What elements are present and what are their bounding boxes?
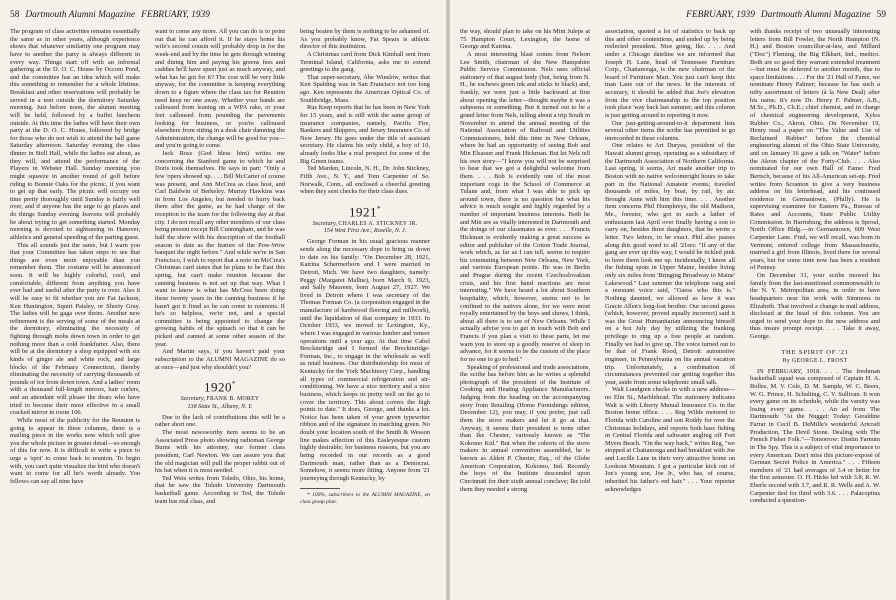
secretary-name: FRANK B. MOREY [206, 396, 260, 403]
left-column-1 [10, 28, 140, 594]
paragraph: Walt Lundgren checks in with a new address—no Elm St., Marblehead. The stationery indicates Walt is with Liberty Mutual Insurance Co. in the Boston home office. . . . Reg Wilde motored to Florida with Caroline and son Roddy for over the Christmas holidays, and reports both bass fishing in Central Florida and saltwater angling off Fort Myers Beach. "On the way back," writes Reg, "we stopped at Chattanooga and had breakfast with Joe and Lucille Lane in their very attractive home on Lookout Mountain. I got a particular kick out of Joe's young son, Joe Jr., who has, of course, inherited his father's red hair." . . . Your reporter acknowledges [605, 386, 735, 493]
secretary-name: CHARLES A. STICKNEY JR. [338, 221, 418, 228]
left-page [0, 0, 446, 600]
left-running-head [10, 10, 210, 20]
right-running-head [686, 10, 886, 20]
paragraph: The program of class activities remains essentially the same as in other years, although experience shows that whatever similarity one program may have to another the party is always different in every way. Things start off with an informal gathering at the D. O. C. House by Occom Pond, and the committee has an idea which will make this something to remember for a whole lifetime. Breakfast and other reservations will probably be served in a tent outside the dormitory Saturday morning. Just before noon, the alumni meeting will be held, followed by a buffet luncheon outside. At this time the ladies will have their own party at the D. O. C. House, followed by bridge for those who do not wish to attend the ball game Saturday afternoon. Saturday evening the class dinner in Stell Hall, while the ladies eat about, as they will, and attend the performance of the Players in Webster Hall. Sunday morning you might squeeze in another round of golf before riding to Bonnie Oaks for the picnic, if you want to get up that early. The picnic will occupy our time pretty thoroughly until Sunday is fairly well over, and if anyone has the urge to go places and do things Sunday evening Jeavons will probably be about trying to get something started. Monday morning is devoted to sightseeing in Hanover, athletics and general speeding of the parting guest. [10, 28, 140, 241]
right-column-2 [605, 28, 735, 594]
paragraph: A most interesting blast comes from Nelson Lee Smith, chairman of the New Hampshire Public Service Commission. Nels uses official stationery of that august body (but, being from N. H., he eschews green ink and sticks to black) and, frankly, we were just a little backward at first about opening the letter—thought maybe it was a subpoena or something. But it turned out to be a grand letter from Nels, telling about a trip South in November to attend the annual meeting of the National Association of Railroad and Utilities Commissioners, held this time in New Orleans, where he had an opportunity of seeing Bob and Min Elsasser and Frank Hickman. But let Nels tell his own story—"I know you will not be surprised to hear that we got a delightful welcome from them. . . . Bob is evidently one of the most important cogs in the School of Commerce at Tulane and, from what I was able to pick up around town, there is no question but what his advice is much sought and highly regarded by a number of important business interests. Both he and Min are as vitally interested in Dartmouth and the doings of our classmates as ever. . . . Francis Hickman is evidently making a great success as editor and publisher of the Cotton Trade Journal, work which, as far as I can tell, seems to require his commuting between New Orleans, New York, and various European points. He was in Berlin and Prague during the recent Czechoslovakian crisis, and his first hand reactions are most interesting." We have heard a lot about Southern hospitality, which, however, seems not to be confined to the natives alone, for we were most royally entertained by the boys and shows, I think, about all there is to see of New Orleans. While I actually advise you to get in touch with Bob and Francis if you plan a visit to these parts, let me warn you to store up a goodly reserve of sleep in advance, for it seems to be the custom of the place for no one to go to bed." [460, 50, 590, 363]
section-title: THE SPIRIT OF '21 [781, 348, 849, 356]
left-magazine-title: Dartmouth Alumni Magazine [25, 10, 136, 20]
section-byline: By GEORGE L. FROST [782, 357, 848, 364]
paragraph: association, quoted a lot of statistics to back up this and other contentions, and ended up by being reelected president. Nice going, Ike. . . . And under a Chicago dateline we are informed that Joseph H. Lane, head of Tennessee Furniture Corp., Chattanooga, is the new chairman of the board of Furniture Mart. You just can't keep this man Lane out of the news. In the interests of accuracy, it should be added that Joe's elevation from the vice chairmanship to the top position took place 'way back last summer, and this column is just getting around to reporting it now. [605, 28, 735, 119]
paragraph: The most newsworthy item seems to be an Associated Press photo showing radioman George Burns with his attorney, our former class president, Carl Newton. We can assure you that the old magician will pull the proper rabbit out of his hat when it is most needed. [155, 429, 285, 475]
right-column-3 [750, 28, 880, 594]
right-issue: FEBRUARY, 1939 [686, 10, 755, 20]
secretary-address: 138 State St., Albany, N. Y. [187, 403, 253, 410]
paragraph: Our just-getting-around-to-it department lists several other items the scribe has permitted to go unrecorded in these columns. [605, 119, 735, 142]
secretary-info-1920 [155, 396, 285, 410]
left-page-number: 58 [10, 10, 20, 20]
paragraph: George Forman in his usual gracious manner sends along the necessary dope to bring us down to date on his family: "On December 28, 1921, Katrina Schermerhorn and I were married in Detroit, Mich. We have two daughters, namely: Peggy (Margaret Mallne), born March 9, 1923, and Sally Maureen, born August 27, 1927. We lived in Detroit where I was secretary of the Thomas Forman Co. (a corporation engaged in the manufacture of hardwood flooring and millwork), until the liquidation of that company in 1933. In October 1933, we moved to Lexington, Ky., where I was engaged in various lumber and veneer operations until a year ago. At that time Cabel Breckinridge and I formed the Breckinridge-Forman, Inc., to engage in the wholesale as well as retail business. Our distributorship for most of Kentucky for the York Machinery Corp., handling all types of commercial refrigeration and air-conditioning. We have a nice territory and a nice business, which keeps us pretty well on the go to cover the territory. This about covers the high points to date." It does, George, and thanks a lot. Notice has been taken of your green typewriter ribbon and of the signature in matching green. No doubt your location south of the Smith & Wesson line makes affection of this Easleyesque custom highly desirable; for business reasons, but you are being recorded in our records as a good Dartmouth man, rather than as a Democrat. Somehow, it seems more fitting. Anyone from '21 journeying through Kentucky, by [300, 238, 430, 482]
right-page-number: 59 [876, 10, 886, 20]
paragraph: While most of the publicity for the Reunion is going to appear in these columns, there is a mailing piece in the works now which will give you the whole picture in greater detail—so enough of this for now. It is difficult to write a piece to urge a 'spot' to come back to reunion. To begin with, you can't quite visualize the bird who doesn't want to come for all he's worth already. You fellows can say all nine have [10, 416, 140, 485]
class-year-heading-1920: 1920* [204, 379, 236, 395]
secretary-info-1921 [300, 221, 430, 235]
paragraph: Ted Marden, Lincoln, N. H., Dr. John Stickney, Fifth Ave., N. Y., and Tom Carpenter of So. Norwalk, Conn., all enclosed a cheerful greeting when they sent checks for their class dues. [300, 165, 430, 196]
paragraph: Jack Ross (God bless him) writes me concerning the Stanford game to which he and Doris took themselves. He says in part: "Only a few 'opers showed up. . . . Bill McCarter of course was present, and Ann McCrea as class host, and Carl Baldwin of Berkeley. Murray Hawkins was in from Los Angeles, but needed to hurry back there after the game, as he had charge of the reception to the team for the following day at that city. I do not recall any other members of our class being present except Bill Cunningham, and he was half the show with his description of the football season to date as the feature of the Pow-Wow banquet the night before." And while we're in San Francisco, I wish to report that a note on McCrea's Christmas card states that he plans to be East this spring, but can't make reunion because the canning business is not set up that way. What I want to know is what has McCrea been doing these twenty years in the canning business if he hasn't got it fixed so he can come to reunions. If he's so helpless, we're not, and a special committee is being appointed to change the growing habits of the spinach so that it can be picked and canned at some other season of the year. [155, 150, 285, 348]
paragraph: A Christmas card from Dick Kimball sent from Terminal Island, California, asks me to extend greetings to the gang. [300, 50, 430, 74]
paragraph: Speaking of professional and trade associations, the scribe has before him as he writes a splendid photograph of the president of the Institute of Cooking and Heating Appliance Manufacturers. Judging from the heading on the accompanying story from Retailing (Home Furnishings edition, December 12), you may, if you prefer, just call them the stove makers and let it go at that. Anyway, it seems their president is none other than Ike Chester, variously known as "The Kokomo Kid." But when the cohorts of the stove makers in annual convention assembled, he is known as Alden P. Chester, Esq., of the Globe American Corporation, Kokomo, Ind. Recently the boys of the Institute descended upon Cincinnati for their sixth annual conclave; Ike told them they needed a strong [460, 363, 590, 493]
paragraph: IN FEBRUARY, 1918. . . . The freshman basketball squad was composed of Captain H. A. Bolles, M. V. Cole, D. M. Sample, W. C. Beers, W. G. Prince, H. Schulting, C. V. Sullivan. It won every game on its schedule, while the varsity was losing every game. . . . An ad from The Dartmouth: "At the Nugget: Today: Geraldine Farrar in Cecil B. DeMille's wonderful Artcraft Production, The Devil Stone. Dealing with The French Fisher Folk."—Tomorrow: Dustin Farnum in The Spy. This is a subject of vital importance to every American. Don't miss this picture-exposé of German Secret Police in America." . . . Fifteen members of '21 had averages of 3.4 or better for the first semester. O. H. Hicks led with 3.8; R. W. Eberle second with 3.7, and R. R. Wells and A. W. Carpenter tied for third with 3.6. . . . Palacopitus conducted a question- [750, 367, 880, 505]
paragraph: Due to the lack of contributions this will be a rather short one. [155, 413, 285, 429]
footnote-rule [300, 488, 340, 489]
paragraph: being beaten by them is nothing to be ashamed of. As you probably know, Fat Spears is athletic director of this institution. [300, 28, 430, 51]
secretary-label: Secretary, [180, 396, 205, 403]
paragraph: Ted Weis writes from Toledo, Ohio, his home, that he saw the Toledo University Dartmouth basketball game. According to Ted, the Toledo team has real class, and [155, 474, 285, 505]
left-column-3 [300, 28, 430, 594]
paragraph: with thanks receipt of two unusually interesting letters from Bill Fowler, the North Hampton (N. H.) and Boston councillor-at-law, and Millard ("Doc") Fleming, the Big Elkhart, Ind., medico. Both are so good they warrant extended treatment—but must be deferred to another month, due to space limitations. . . . For the '21 Hall of Fame, we nominate Henry Palmer; because he has such a nifty assortment of letters (à la New Deal) after his name. It's now Dr. Henry F. Palmer, A.B., M.Sc., Ph.D., Ch.E.; chief chemist, and in charge of chemical engineering development, Xylos Rubber Co., Akron, Ohio. On November 19, Henry read a paper on "The Value and Use of Reclaimed Rubber" before the chemical engineering alumni of the Ohio State University, and on January 16 gave a talk on "Water" before the Akron chapter of the Forty-Club. . . . Also nominated for our own Hall of Fame: Fred Bertsch, because of his All-American set-up. Fred writes from Scranton to give a very business address on his letterhead, and his continued residence in Germantown, (Philly). He is supervising examiner for Eastern Pa., Bureau of Rates and Accounts, State Public Utility Commission. In Harrisburg, the address is Sproul, North Office Bldg.—in Germantown, 609 West Carpenter Lane. Fred, we will recall, was born in Vermont, entered college from Massachusetts, married a girl from Illinois, lived there for several years, but for some time now has been a resident of Pennsy. [750, 28, 880, 272]
paragraph: Rus Keep reports that he has been in New York for 15 years, and is still with the same group of insurance companies, namely, Pacific Fire, Bankers and Shippers, and Jersey Insurance Co. of New Jersey. He goes under the title of assistant secretary. He claims his only child, a boy of 10, already looks like a real prospect for some of the Big Green teams. [300, 104, 430, 165]
secretary-address: 154 West First Ave., Roselle, N. J. [323, 228, 407, 235]
paragraph: the way, should plan to take on his Mint Juleps at 75 Hampton Court, Lexington, the home of George and Katrina. [460, 28, 590, 51]
paragraph: And Martin says, if you haven't paid your subscription to the ALUMNI MAGAZINE do so at once—and just why shouldn't you? [155, 348, 285, 371]
paragraph: One relates to Art Duryea, president of the Hawaii alumni group, operating as a subsidiary of the Dartmouth Association of Northern California. Last spring, it seems, Art made another trip to Boston with no native welcomeright hours to take part in the National Amateur events; traveled thousands of miles, by boat, by rail, by air. Brought Anne with him this time. . . . Another item concerns Phil Humphreys, the old Madison, Me., forester, who got in such a lather of enthusiasm last April over finally having a son to carry on, besides three daughters, that he wrote a letter. Two letters, to be exact. Phil also passes along this good word to all '21ers: "If any of the gang are ever up this way, I would be tickled pink to have them look me up. Incidentally, I know all the fishing spots in Upper Maine, besides living only six miles from 'Bringing Broadway to Maine' Lakewood." Last summer the telephone rang and a resonant voice said, "Guess who this is." Nothing daunted, we allowed as how it was Gracie Allen's long-lost brother. Our second guess (which, however, proved equally incorrect) said it was the Great Humanitarian announcing himself on a hot July day by utilizing the franking privilege to ring up a free people at random. Finally we had to give up. The voice turned out to be that of Frank Rood, Detroit automotive engineer, in Pennsylvania on his annual vacation trip. Unfortunately, a combination of circumstances prevented our getting together this year, aside from some telephonic small talk. [605, 142, 735, 386]
right-column-1 [460, 28, 590, 594]
left-column-2 [155, 28, 285, 594]
paragraph: This all sounds just the same, but I warn you that your Committee has taken steps to see that things are even more enjoyable than you remember them. The costume will be announced soon. It will be highly colorful, cool, and comfortable, different from anything you have ever had and useful after the party is over. Also it will be easy to fit whether you are Fat Jackson, Ken Huntington, Squirt Paisley, or Shorty Gray. The ladies will be gaga over theirs. Another new refinement is the serving of some of the meals at the dormitory, eliminating the necessity of fighting through mobs down town in order to get nothing more than a cold frankfurter. Also, there will be at the dormitory a shop equipped with six kinds of ginger ale and white rock, and large blocks of the February Connecticut, thereby eliminating the necessity of carrying thousands of pounds of ice from down town. And a ladies' room with a thousand full-length mirrors, hair curlers, and an attendant will please the dears who have tried to become their most effective in a small cracked mirror in room 106. [10, 241, 140, 417]
footnote: * 100%, subscribers to the ALUMNI MAGAZINE, on class group plan. [300, 492, 430, 506]
paragraph: That super-secretary, Abe Winslow, writes that Ken Spalding was in San Francisco not too long ago. Ken represents the American Optical Co. of Southbridge, Mass. [300, 73, 430, 104]
left-issue: FEBRUARY, 1939 [141, 10, 210, 20]
paragraph: On December 31, your scribe mowed his family from the last-mentioned commonwealth to the N. Y. Metropolitan area, in order to have headquarters near his work with Simmons in Elizabeth. That involved a change in mail address, disclosed at the head of this column. You are urged to send your dope to the new address and thus insure prompt receipt. . . . Take it away, George. [750, 272, 880, 340]
paragraph: want to come any more. All you can do is to point out that he can afford it. If he stays home his wife's second cousin will probably drop in for the week-end and by the time he gets through winning and dining him and paying his greens fees and caddies he'll have spent just as much anyway, and what has he got for it? The cost will be very little anyway, for the committee is keeping everything down to a figure where the class tax for Reunion need keep no one away. Whether your hands are calloused from leaning on a WPA rake, or your feet calloused from pounding the pavements looking for business, or you're calloused elsewhere from sitting in a desk chair damning the Administration, the change will be good for you—and you're going to come. [155, 28, 285, 150]
right-magazine-title: Dartmouth Alumni Magazine [760, 10, 871, 20]
class-year-heading-1921: 1921* [349, 204, 381, 220]
right-page [450, 0, 896, 600]
secretary-label: Secretary, [312, 221, 337, 228]
